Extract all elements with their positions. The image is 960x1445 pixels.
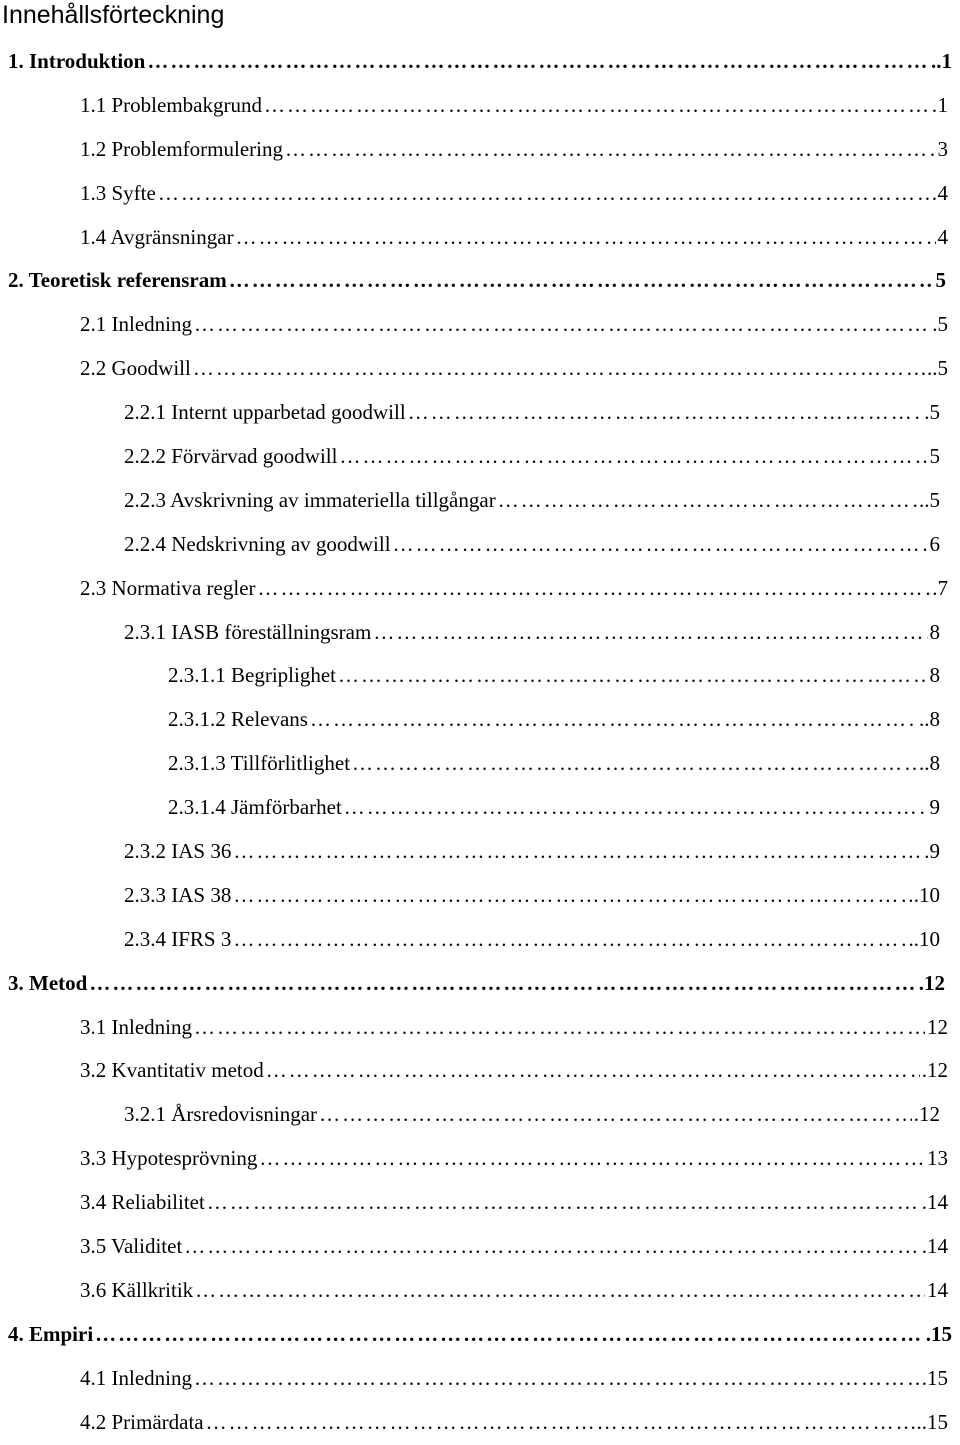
toc-dot-leader (352, 742, 917, 786)
toc-entry-page-number: ..10 (908, 926, 940, 951)
toc-entry-label: 2.3.4 IFRS 3 (124, 926, 232, 951)
toc-entry-label: 3.2 Kvantitativ metod (80, 1058, 264, 1083)
toc-entry[interactable] (0, 1313, 952, 1357)
toc-entry[interactable] (0, 259, 946, 303)
toc-entry[interactable] (0, 1093, 940, 1137)
toc-entry-page-number: ..5 (927, 356, 948, 381)
toc-entry[interactable] (0, 918, 940, 962)
toc-entry[interactable] (0, 84, 948, 128)
toc-entry[interactable] (0, 435, 940, 479)
toc-dot-leader (259, 1137, 925, 1181)
toc-entry-page-number: 9 (929, 795, 940, 820)
toc-entry-label: 1.4 Avgränsningar (80, 224, 234, 249)
toc-dot-leader (207, 1181, 920, 1225)
toc-entry-page-number: .14 (921, 1190, 948, 1215)
toc-entry[interactable] (0, 830, 940, 874)
toc-entry-label: 4.2 Primärdata (80, 1409, 204, 1434)
toc-entry-label: 2.2.4 Nedskrivning av goodwill (124, 531, 391, 556)
toc-entry-page-number: 8 (929, 619, 940, 644)
toc-entry[interactable] (0, 1137, 948, 1181)
toc-dot-leader (264, 84, 936, 128)
toc-entry[interactable] (0, 216, 948, 260)
toc-entry[interactable] (0, 962, 945, 1006)
toc-dot-leader (258, 567, 931, 611)
toc-entry[interactable] (0, 303, 948, 347)
toc-entry[interactable] (0, 611, 940, 655)
toc-dot-leader (147, 40, 929, 84)
toc-entry[interactable] (0, 172, 948, 216)
toc-entry-label: 3.6 Källkritik (80, 1277, 194, 1302)
toc-entry-label: 1.3 Syfte (80, 180, 156, 205)
toc-entry-label: 1. Introduktion (8, 49, 146, 73)
toc-entry[interactable] (0, 1225, 948, 1269)
toc-entry-page-number: .12 (921, 1058, 948, 1083)
toc-entry[interactable] (0, 786, 940, 830)
toc-entry-page-number: .10 (913, 882, 940, 907)
toc-entry[interactable] (0, 347, 948, 391)
toc-entry-page-number: .12 (918, 970, 945, 995)
toc-entry-page-number: 9 (929, 839, 940, 864)
toc-entry-page-number: ..1 (931, 49, 952, 73)
toc-entry[interactable] (0, 391, 940, 435)
toc-entry-label: 3. Metod (8, 970, 88, 995)
toc-heading: Innehållsförteckning (2, 1, 225, 29)
toc-entry-label: 1.1 Problembakgrund (80, 92, 262, 117)
toc-dot-leader (338, 654, 928, 698)
toc-entry-page-number: 12 (927, 1014, 948, 1039)
toc-entry-page-number: ..8 (919, 751, 940, 776)
toc-entry-label: 2.2.3 Avskrivning av immateriella tillgångar (124, 487, 496, 512)
toc-entry-label: 2.3.1 IASB föreställningsram (124, 619, 372, 644)
toc-dot-leader (319, 1093, 912, 1137)
toc-entry-label: 3.1 Inledning (80, 1014, 192, 1039)
table-of-contents (0, 40, 960, 1445)
toc-entry-page-number: .5 (924, 400, 940, 425)
toc-entry-label: 3.4 Reliabilitet (80, 1190, 205, 1215)
toc-entry-page-number: .7 (932, 575, 948, 600)
toc-dot-leader (194, 1006, 925, 1050)
toc-dot-leader (233, 874, 911, 918)
toc-dot-leader (158, 172, 936, 216)
toc-entry[interactable] (0, 128, 948, 172)
toc-entry-label: 2.2 Goodwill (80, 356, 191, 381)
toc-entry-label: 3.5 Validitet (80, 1234, 183, 1259)
toc-entry-label: 2.3 Normativa regler (80, 575, 256, 600)
toc-entry-label: 2.3.1.1 Begriplighet (168, 663, 336, 688)
toc-dot-leader (266, 1049, 920, 1093)
toc-entry[interactable] (0, 479, 940, 523)
toc-entry[interactable] (0, 654, 940, 698)
toc-entry-page-number: .15 (925, 1321, 952, 1346)
toc-entry-page-number: ..8 (919, 707, 940, 732)
toc-entry-page-number: 13 (927, 1146, 948, 1171)
toc-entry-label: 4. Empiri (8, 1321, 94, 1346)
toc-dot-leader (206, 1401, 915, 1445)
toc-dot-leader (194, 1357, 920, 1401)
toc-entry-label: 2. Teoretisk referensram (8, 268, 227, 293)
toc-dot-leader (195, 1269, 925, 1313)
toc-dot-leader (236, 216, 936, 260)
toc-entry-label: 2.2.1 Internt upparbetad goodwill (124, 400, 406, 425)
toc-dot-leader (393, 523, 928, 567)
toc-entry-page-number: ..5 (919, 487, 940, 512)
toc-dot-leader (193, 347, 925, 391)
toc-entry-page-number: 6 (929, 531, 940, 556)
toc-entry-label: 4.1 Inledning (80, 1365, 192, 1390)
toc-entry-page-number: 4 (937, 224, 948, 249)
toc-entry-page-number: .14 (921, 1234, 948, 1259)
toc-entry[interactable] (0, 1006, 948, 1050)
toc-dot-leader (194, 303, 930, 347)
toc-dot-leader (229, 259, 934, 303)
toc-dot-leader (344, 786, 928, 830)
toc-entry-label: 2.3.2 IAS 36 (124, 839, 232, 864)
toc-entry[interactable] (0, 1181, 948, 1225)
toc-entry[interactable] (0, 523, 940, 567)
toc-entry[interactable] (0, 567, 948, 611)
toc-entry[interactable] (0, 1269, 948, 1313)
toc-entry[interactable] (0, 742, 940, 786)
toc-entry-page-number: ..15 (916, 1409, 948, 1434)
toc-entry-page-number: 14 (927, 1277, 948, 1302)
toc-entry[interactable] (0, 1357, 948, 1401)
toc-entry-label: 3.3 Hypotesprövning (80, 1146, 258, 1171)
toc-entry-label: 2.3.1.3 Tillförlitlighet (168, 751, 351, 776)
toc-entry-page-number: .15 (921, 1365, 948, 1390)
toc-entry-label: 2.3.1.4 Jämförbarhet (168, 795, 342, 820)
toc-dot-leader (233, 830, 927, 874)
toc-dot-leader (310, 698, 917, 742)
toc-entry-label: 3.2.1 Årsredovisningar (124, 1102, 318, 1127)
toc-entry-page-number: 1 (937, 92, 948, 117)
toc-dot-leader (408, 391, 923, 435)
toc-entry-label: 2.2.2 Förvärvad goodwill (124, 444, 338, 469)
toc-entry-label: 2.3.3 IAS 38 (124, 882, 232, 907)
toc-entry[interactable] (0, 40, 952, 84)
toc-dot-leader (339, 435, 927, 479)
toc-entry-label: 2.1 Inledning (80, 312, 192, 337)
toc-dot-leader (285, 128, 936, 172)
toc-dot-leader (95, 1313, 924, 1357)
toc-entry-page-number: 5 (935, 268, 946, 293)
toc-dot-leader (498, 479, 917, 523)
toc-entry-label: 2.3.1.2 Relevans (168, 707, 308, 732)
toc-dot-leader (89, 962, 916, 1006)
toc-dot-leader (233, 918, 906, 962)
toc-entry-page-number: 5 (929, 444, 940, 469)
toc-entry[interactable] (0, 698, 940, 742)
toc-dot-leader (184, 1225, 919, 1269)
toc-entry-page-number: 3 (937, 136, 948, 161)
toc-dot-leader (373, 611, 927, 655)
toc-entry[interactable] (0, 1401, 948, 1445)
toc-entry-page-number: .5 (932, 312, 948, 337)
toc-entry-label: 1.2 Problemformulering (80, 136, 283, 161)
toc-entry-page-number: 4 (937, 180, 948, 205)
toc-entry-page-number: 8 (929, 663, 940, 688)
toc-entry[interactable] (0, 874, 940, 918)
toc-entry-page-number: .12 (913, 1102, 940, 1127)
toc-entry[interactable] (0, 1049, 948, 1093)
